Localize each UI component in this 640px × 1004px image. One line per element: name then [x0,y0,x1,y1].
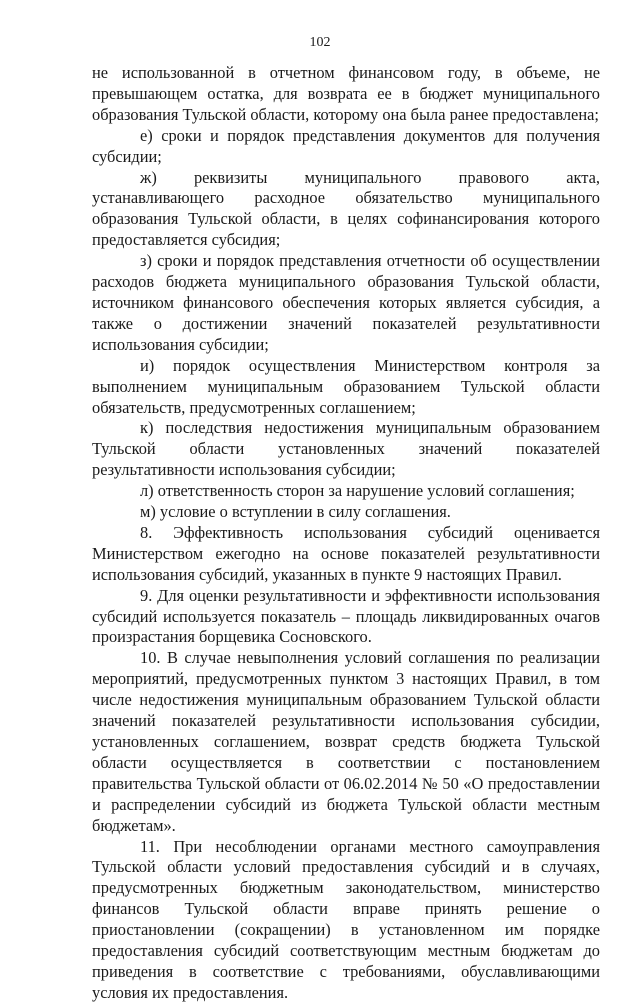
paragraph-item-z: з) сроки и порядок представления отчетности об осуществлении расходов бюджета муниципального образования Тульской области, источником финансового обеспечения которых является субсидия, а также о достижении значений показателей результативности использования субсидии; [92,251,600,354]
paragraph-item-l: л) ответственность сторон за нарушение условий соглашения; [140,481,575,501]
page-number: 102 [309,35,331,50]
paragraph-continuation: не использованной в отчетном финансовом году, в объеме, не превышающем остатка, для возврата ее в бюджет муниципального образования Тульской области, которому она была ранее предоставлена; [92,63,600,124]
document-body [92,63,600,1004]
paragraph-item-e: е) сроки и порядок представления документов для получения субсидии; [92,125,600,166]
paragraph-clause-8: 8. Эффективность использования субсидий оценивается Министерством ежегодно на основе показателей результативности использования субсидий, указанных в пункте 9 настоящих Правил. [92,522,600,584]
paragraph-item-i: и) порядок осуществления Министерством контроля за выполнением муниципальным образованием Тульской области обязательств, предусмотренных соглашением; [92,355,600,417]
paragraph-item-k: к) последствия недостижения муниципальным образованием Тульской области установленных значений показателей результативности использования субсидии; [92,418,600,480]
paragraph-clause-11: 11. При несоблюдении органами местного самоуправления Тульской области условий предоставления субсидий и в случаях, предусмотренных бюджетным законодательством, министерство финансов Тульской области вправе принять решение о приостановлении (сокращении) в установленном им порядке предоставления субсидий соответствующим местным бюджетам до приведения в соответствие с требованиями, обуславливающими условия их предоставления. [92,836,600,1002]
paragraph-item-zh: ж) реквизиты муниципального правового акта, устанавливающего расходное обязательство муниципального образования Тульской области, в целях софинансирования которого предоставляется субсидия; [92,167,600,250]
paragraph-clause-10: 10. В случае невыполнения условий соглашения по реализации мероприятий, предусмотренных пунктом 3 настоящих Правил, в том числе недостижения муниципальным образованием Тульской области значений показателей результативности использования субсидии, установленных соглашением, возврат средств бюджета Тульской области осуществляется в соответствии с постановлением правительства Тульской области от 06.02.2014 № 50 «О предоставлении и распределении субсидий из бюджета Тульской области местным бюджетам». [92,648,600,835]
paragraph-item-m: м) условие о вступлении в силу соглашения. [140,502,451,522]
paragraph-clause-9: 9. Для оценки результативности и эффективности использования субсидий используется показатель – площадь ликвидированных очагов произрастания борщевика Сосновского. [92,585,600,647]
